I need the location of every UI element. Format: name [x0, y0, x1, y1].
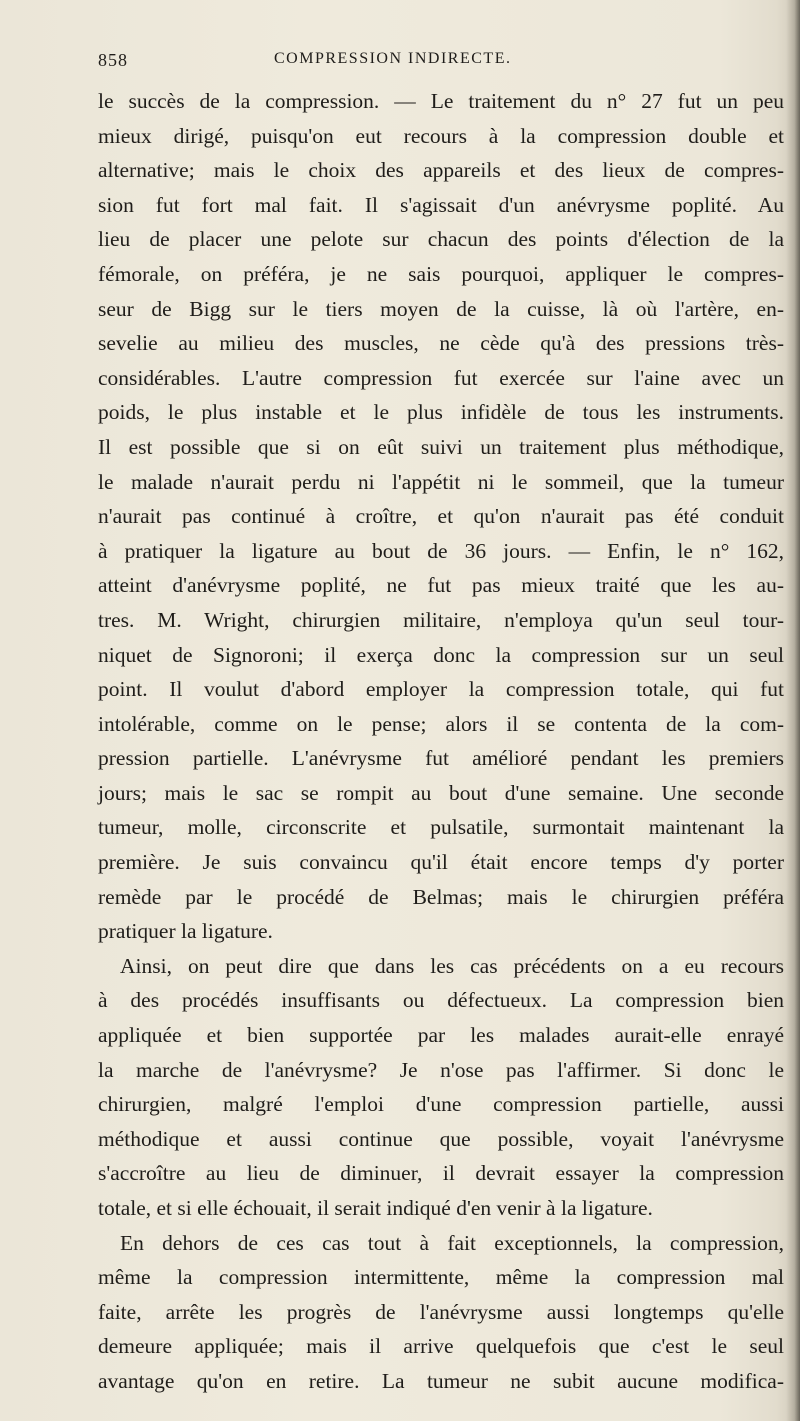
text-line: méthodique et aussi continue que possible, voyait l'anévrysme: [98, 1126, 784, 1151]
text-line: sevelie au milieu des muscles, ne cède qu'à des pressions très-: [98, 331, 784, 356]
text-line: pratiquer la ligature.: [98, 919, 273, 944]
text-line: chirurgien, malgré l'emploi d'une compression partielle, aussi: [98, 1092, 784, 1117]
text-line: faite, arrête les progrès de l'anévrysme aussi longtemps qu'elle: [98, 1299, 784, 1324]
text-line: tres. M. Wright, chirurgien militaire, n'employa qu'un seul tour-: [98, 607, 784, 632]
text-line: demeure appliquée; mais il arrive quelquefois que c'est le seul: [98, 1334, 784, 1359]
text-line: sion fut fort mal fait. Il s'agissait d'un anévrysme poplité. Au: [98, 192, 784, 217]
text-line: à pratiquer la ligature au bout de 36 jours. — Enfin, le n° 162,: [98, 538, 784, 563]
text-line: le succès de la compression. — Le traitement du n° 27 fut un peu: [98, 89, 784, 113]
text-line: niquet de Signoroni; il exerça donc la compression sur un seul: [98, 642, 784, 667]
text-line: intolérable, comme on le pense; alors il se contenta de la com-: [98, 711, 784, 736]
text-line: mieux dirigé, puisqu'on eut recours à la compression double et: [98, 123, 784, 148]
text-line: avantage qu'on en retire. La tumeur ne subit aucune modifica-: [98, 1368, 784, 1393]
text-line: tumeur, molle, circonscrite et pulsatile, surmontait maintenant la: [98, 815, 784, 840]
text-line: Il est possible que si on eût suivi un traitement plus méthodique,: [98, 434, 784, 459]
text-line: n'aurait pas continué à croître, et qu'on n'aurait pas été conduit: [98, 504, 784, 529]
text-line: point. Il voulut d'abord employer la compression totale, qui fut: [98, 677, 784, 702]
page-number: 858: [98, 50, 128, 70]
text-line: En dehors de ces cas tout à fait exceptionnels, la compression,: [120, 1230, 784, 1255]
text-line: première. Je suis convaincu qu'il était encore temps d'y porter: [98, 850, 784, 875]
text-line: fémorale, on préféra, je ne sais pourquoi, appliquer le compres-: [98, 261, 784, 286]
text-line: poids, le plus instable et le plus infidèle de tous les instruments.: [98, 400, 784, 425]
text-line: remède par le procédé de Belmas; mais le chirurgien préféra: [98, 884, 784, 909]
text-line: pression partielle. L'anévrysme fut amélioré pendant les premiers: [98, 746, 784, 771]
page-edge-shadow: [786, 0, 800, 1421]
text-line: considérables. L'autre compression fut exercée sur l'aine avec un: [98, 365, 784, 390]
text-line: jours; mais le sac se rompit au bout d'une semaine. Une seconde: [98, 780, 784, 805]
text-line: appliquée et bien supportée par les malades aurait-elle enrayé: [98, 1023, 784, 1048]
text-line: seur de Bigg sur le tiers moyen de la cuisse, là où l'artère, en-: [98, 296, 784, 321]
text-line: le malade n'aurait perdu ni l'appétit ni le sommeil, que la tumeur: [98, 469, 784, 494]
text-line: atteint d'anévrysme poplité, ne fut pas mieux traité que les au-: [98, 573, 784, 598]
running-head: COMPRESSION INDIRECTE.: [274, 50, 512, 67]
text-line: même la compression intermittente, même la compression mal: [98, 1265, 784, 1290]
text-line: Ainsi, on peut dire que dans les cas précédents on a eu recours: [120, 953, 784, 978]
text-line: s'accroître au lieu de diminuer, il devrait essayer la compression: [98, 1161, 784, 1186]
text-line: à des procédés insuffisants ou défectueux. La compression bien: [98, 988, 784, 1013]
page-header: [98, 50, 728, 80]
text-line: totale, et si elle échouait, il serait indiqué d'en venir à la ligature.: [98, 1196, 653, 1220]
text-line: alternative; mais le choix des appareils et des lieux de compres-: [98, 158, 784, 183]
body-text: [98, 84, 784, 1399]
text-line: lieu de placer une pelote sur chacun des points d'élection de la: [98, 227, 784, 252]
text-line: la marche de l'anévrysme? Je n'ose pas l'affirmer. Si donc le: [98, 1057, 784, 1082]
